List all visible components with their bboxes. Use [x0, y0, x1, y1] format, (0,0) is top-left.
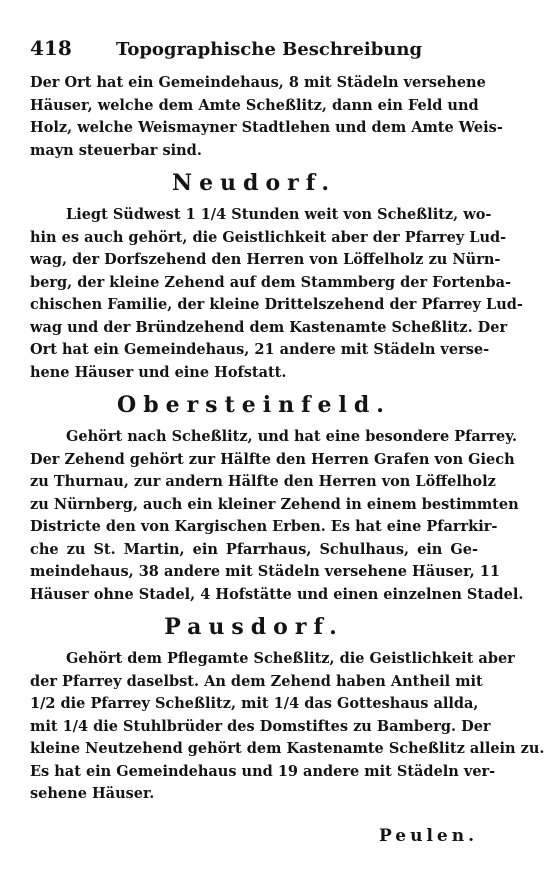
- page-header: [30, 36, 478, 66]
- text-line: Gehört dem Pflegamte Scheßlitz, die Geistlichkeit aber: [66, 650, 515, 667]
- text-line: Der Ort hat ein Gemeindehaus, 8 mit Städeln versehene: [30, 74, 486, 91]
- text-line: hene Häuser und eine Hofstatt.: [30, 363, 287, 381]
- section-title-obersteinfeld: Obersteinfeld.: [117, 392, 391, 418]
- section-body-neudorf: [30, 204, 523, 384]
- text-line: Liegt Südwest 1 1/4 Stunden weit von Scheßlitz, wo-: [66, 206, 492, 223]
- catchword: Peulen.: [378, 825, 478, 846]
- text-line: Häuser ohne Stadel, 4 Hofstätte und einen einzelnen Stadel.: [30, 585, 524, 603]
- section-body-obersteinfeld: [30, 426, 524, 606]
- text-line: Ort hat ein Gemeindehaus, 21 andere mit Städeln verse-: [30, 341, 490, 358]
- text-line: Gehört nach Scheßlitz, und hat eine besondere Pfarrey.: [66, 428, 518, 445]
- text-line: berg, der kleine Zehend auf dem Stammberg der Fortenba-: [30, 273, 511, 291]
- text-line: hin es auch gehört, die Geistlichkeit aber der Pfarrey Lud-: [30, 228, 507, 246]
- text-line: der Pfarrey daselbst. An dem Zehend haben Antheil mit: [30, 672, 483, 690]
- text-line: 1/2 die Pfarrey Scheßlitz, mit 1/4 das Gotteshaus allda,: [30, 695, 479, 712]
- text-line: mit 1/4 die Stuhlbrüder des Domstiftes zu Bamberg. Der: [30, 717, 491, 735]
- text-line: che zu St. Martin, ein Pfarrhaus, Schulhaus, ein Ge-: [30, 540, 478, 558]
- section-title-neudorf: Neudorf.: [171, 170, 337, 196]
- text-line: zu Nürnberg, auch ein kleiner Zehend in einem bestimmten: [30, 495, 519, 513]
- text-line: chischen Familie, der kleine Drittelszehend der Pfarrey Lud-: [30, 296, 523, 313]
- text-line: wag und der Bründzehend dem Kastenamte Scheßlitz. Der: [30, 318, 508, 336]
- text-line: Holz, welche Weismayner Stadtlehen und dem Amte Weis-: [30, 119, 503, 136]
- text-line: kleine Neutzehend gehört dem Kastenamte Scheßlitz allein zu.: [30, 740, 544, 757]
- text-line: mayn steuerbar sind.: [30, 141, 202, 159]
- text-line: Es hat ein Gemeindehaus und 19 andere mit Städeln ver-: [30, 762, 496, 780]
- text-line: meindehaus, 38 andere mit Städeln versehene Häuser, 11: [30, 563, 500, 580]
- page-number: 418: [30, 36, 72, 60]
- text-line: Der Zehend gehört zur Hälfte den Herren Grafen von Giech: [30, 450, 515, 468]
- text-line: wag, der Dorfszehend den Herren von Löffelholz zu Nürn-: [30, 251, 501, 268]
- running-head: Topographische Beschreibung: [116, 39, 423, 60]
- text-line: Häuser, welche dem Amte Scheßlitz, dann ein Feld und: [30, 96, 479, 114]
- text-line: sehene Häuser.: [30, 785, 155, 802]
- book-page: [30, 36, 544, 846]
- section-title-pausdorf: Pausdorf.: [164, 614, 344, 640]
- text-line: zu Thurnau, zur andern Hälfte den Herren von Löffelholz: [30, 473, 496, 490]
- section-body-pausdorf: [30, 648, 544, 806]
- text-line: Districte den von Kargischen Erben. Es hat eine Pfarrkir-: [30, 518, 498, 535]
- intro-paragraph: [30, 72, 503, 162]
